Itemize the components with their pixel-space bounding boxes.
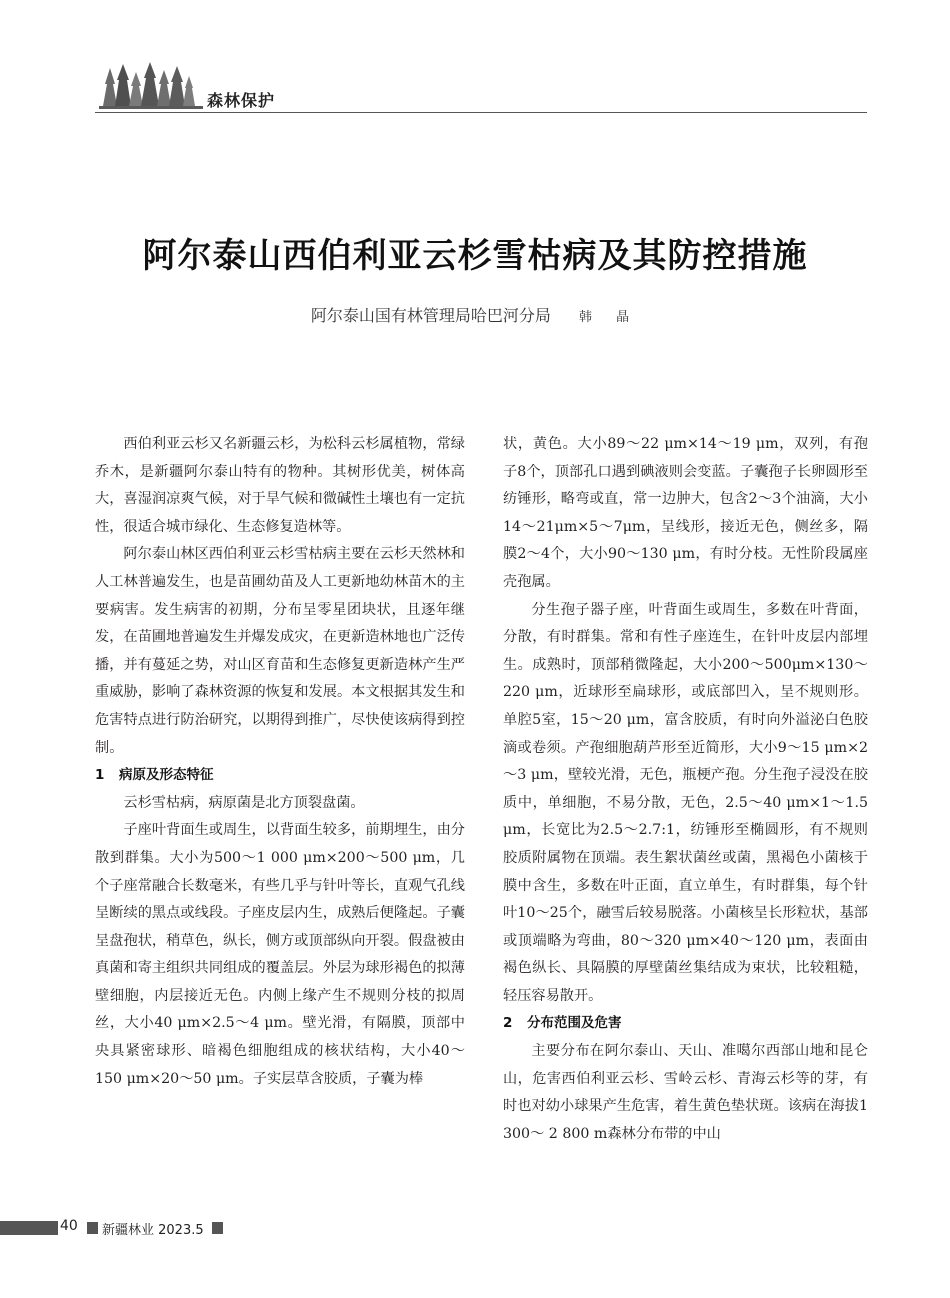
left-column xyxy=(95,431,465,1093)
section-number: 2 xyxy=(503,1015,513,1032)
page-footer xyxy=(0,1217,230,1239)
author-name: 韩 晶 xyxy=(578,310,640,325)
footer-bar xyxy=(0,1221,58,1235)
article-title: 阿尔泰山西伯利亚云杉雪枯病及其防控措施 xyxy=(142,236,808,276)
paragraph: 阿尔泰山林区西伯利亚云杉雪枯病主要在云杉天然林和人工林普遍发生，也是苗圃幼苗及人工更新地幼林苗木的主要病害。发生病害的初期，分布呈零星团块状，且逐年继发，在苗圃地普遍发生并爆发成灾，在更新造林地也广泛传播，并有蔓延之势，对山区育苗和生态修复更新造林产生严重威胁，影响了森林资源的恢复和发展。本文根据其发生和危害特点进行防治研究，以期得到推广，尽快使该病得到控制。 xyxy=(95,546,465,756)
page-header xyxy=(95,62,867,114)
section-label: 森林保护 xyxy=(207,91,276,110)
section-heading-2 xyxy=(503,1010,868,1038)
section-heading-text: 分布范围及危害 xyxy=(527,1015,622,1032)
section-heading-text: 病原及形态特征 xyxy=(119,767,214,784)
forest-trees-icon xyxy=(95,62,205,112)
affiliation: 阿尔泰山国有林管理局哈巴河分局 xyxy=(310,306,551,325)
paragraph: 分生孢子器子座，叶背面生或周生，多数在叶背面，分散，有时群集。常和有性子座连生，在针叶皮层内部埋生。成熟时，顶部稍微隆起，大小200～500μm×130～220 μm，近球形至扁球形，或底部凹入，呈不规则形。单腔5室，15～20 μm，富含胶质，有时向外溢泌白色胶滴或卷须。产孢细胞葫芦形至近简形，大小9～15 μm×2～3 μm，壁较光滑，无色，瓶梗产孢。分生孢子浸没在胶质中，单细胞，不易分散，无色，2.5～40 μm×1～1.5 μm，长宽比为2.5～2.7:1，纺锤形至椭圆形，有不规则胶质附属物在顶端。表生絮状菌丝或菌，黑褐色小菌核于膜中含生，多数在叶正面，直立单生，有时群集，每个针叶10～25个，融雪后较易脱落。小菌核呈长形粒状，基部或顶端略为弯曲，80～320 μm×40～120 μm，表面由褐色纵长、具隔膜的厚壁菌丝集结成为束状，比较粗糙，轻压容易散开。 xyxy=(503,601,868,1004)
section-number: 1 xyxy=(95,767,105,784)
paragraph: 子座叶背面生或周生，以背面生较多，前期埋生，由分散到群集。大小为500～1 000 μm×200～500 μm，几个子座常融合长数毫米，有些几乎与针叶等长，直观气孔线呈断续的黑点或线段。子座皮层内生，成熟后便隆起。子囊呈盘孢状，稍草色，纵长，侧方或顶部纵向开裂。假盘被由真菌和寄主组织共同组成的覆盖层。外层为球形褐色的拟薄壁细胞，内层接近无色。内侧上缘产生不规则分枝的拟周丝，大小40 μm×2.5～4 μm。壁光滑，有隔膜，顶部中央具紧密球形、暗褐色细胞组成的核状结构，大小40～150 μm×20～50 μm。子实层草含胶质，子囊为棒 xyxy=(95,822,465,1087)
paragraph: 云杉雪枯病，病原菌是北方顶裂盘菌。 xyxy=(123,794,365,811)
right-column xyxy=(503,431,868,1148)
footer-square xyxy=(87,1222,98,1234)
paragraph: 状，黄色。大小89～22 μm×14～19 μm，双列，有孢子8个，顶部孔口遇到碘液则会变蓝。子囊孢子长卵圆形至纺锤形，略弯或直，常一边肿大，包含2～3个油滴，大小14～21μm×5～7μm，呈线形，接近无色，侧丝多，隔膜2～4个，大小90～130 μm，有时分枝。无性阶段属座壳孢属。 xyxy=(503,436,868,590)
page-number: 40 xyxy=(60,1218,78,1234)
footer-square xyxy=(212,1222,223,1234)
section-heading-1 xyxy=(95,762,465,790)
author-line xyxy=(0,303,950,326)
header-divider xyxy=(95,112,867,113)
paragraph: 主要分布在阿尔泰山、天山、准噶尔西部山地和昆仑山，危害西伯利亚云杉、雪岭云杉、青海云杉等的芽，有时也对幼小球果产生危害，着生黄色垫状斑。该病在海拔1 300～ 2 800 m森林分布带的中山 xyxy=(503,1043,868,1142)
journal-issue: 新疆林业 2023.5 xyxy=(102,1223,204,1238)
paragraph: 西伯利亚云杉又名新疆云杉，为松科云杉属植物，常绿乔木，是新疆阿尔泰山特有的物种。其树形优美，树体高大，喜湿润凉爽气候，对于旱气候和微碱性土壤也有一定抗性，很适合城市绿化、生态修复造林等。 xyxy=(95,436,465,535)
